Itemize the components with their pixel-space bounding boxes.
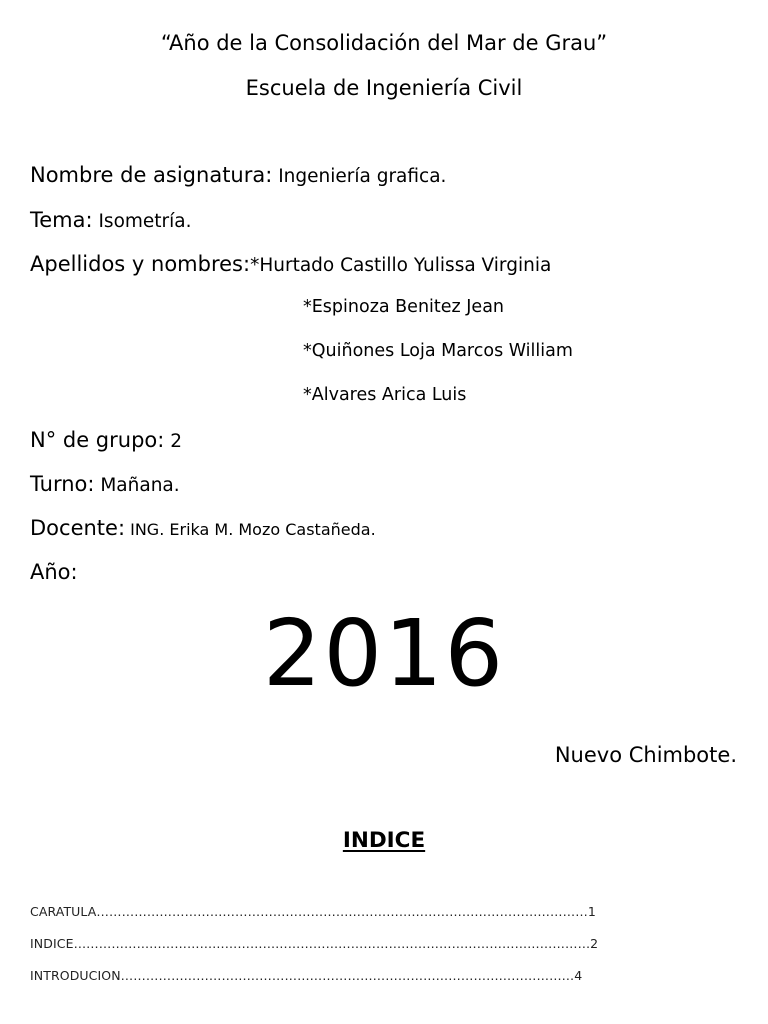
shift-label: Turno: <box>30 472 95 496</box>
topic-label: Tema: <box>30 208 93 232</box>
teacher-label: Docente: <box>30 516 126 540</box>
city: Nuevo Chimbote. <box>554 743 737 767</box>
motto: “Año de la Consolidación del Mar de Grau” <box>160 31 608 55</box>
subject-label: Nombre de asignatura: <box>30 163 273 187</box>
names-line <box>30 252 551 276</box>
subject-value: Ingeniería grafica. <box>272 166 447 187</box>
topic-value: Isometría. <box>92 211 192 232</box>
teacher-value: ING. Erika M. Mozo Castañeda. <box>125 520 376 539</box>
toc-entry: INDICE……………………………………………………………………………………………………………2 <box>30 936 599 951</box>
student-name-2: *Espinoza Benitez Jean <box>303 297 505 317</box>
topic-line <box>30 208 192 232</box>
subject-line <box>30 163 446 187</box>
student-name-4: *Alvares Arica Luis <box>303 385 467 405</box>
toc-entry: CARATULA………………………………………………………………………………………………………1 <box>30 904 596 919</box>
toc-entry: INTRODUCION………………………………………………………………………………………………4 <box>30 968 583 983</box>
group-value: 2 <box>164 431 182 452</box>
shift-value: Mañana. <box>94 475 180 496</box>
group-line <box>30 428 182 452</box>
names-label: Apellidos y nombres: <box>30 252 251 276</box>
index-heading: INDICE <box>342 828 426 853</box>
student-name-1: *Hurtado Castillo Yulissa Virginia <box>250 255 552 276</box>
index-heading-wrap <box>0 828 768 853</box>
student-name-3: *Quiñones Loja Marcos William <box>303 341 573 361</box>
year-display: 2016 <box>262 600 506 707</box>
year-label: Año: <box>30 560 78 584</box>
group-label: N° de grupo: <box>30 428 165 452</box>
shift-line <box>30 472 180 496</box>
teacher-line <box>30 516 376 540</box>
school-name: Escuela de Ingeniería Civil <box>245 76 523 100</box>
